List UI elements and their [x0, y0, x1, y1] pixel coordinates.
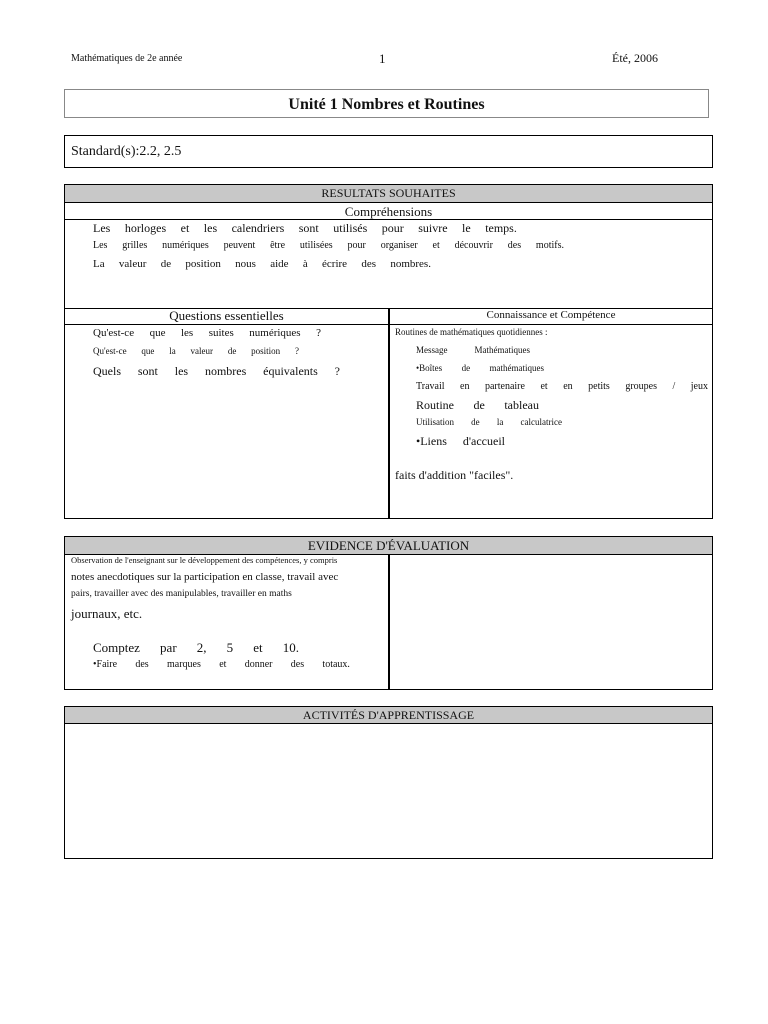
evidence-notes: notes anecdotiques sur la participation en classe, travail avec — [71, 571, 339, 583]
divider — [65, 723, 712, 724]
title-box — [64, 89, 709, 118]
standards-text: Standard(s):2.2, 2.5 — [71, 144, 182, 159]
routine-item: Routine de tableau — [416, 398, 539, 412]
evidence-heading: EVIDENCE D'ÉVALUATION — [65, 537, 712, 554]
header-date: Été, 2006 — [612, 51, 658, 65]
evidence-observation: Observation de l'enseignant sur le développement des compétences, y compris — [71, 555, 338, 565]
comprehension-line-2: Les grilles numériques peuvent être utilisées pour organiser et découvrir des motifs. — [93, 240, 564, 251]
resultats-heading: RESULTATS SOUHAITES — [65, 185, 712, 202]
connaissance-heading: Connaissance et Compétence — [486, 309, 616, 321]
activites-section — [64, 706, 713, 859]
column-divider — [388, 308, 390, 519]
activites-heading: ACTIVITÉS D'APPRENTISSAGE — [65, 707, 712, 723]
question-line-3: Quels sont les nombres équivalents ? — [93, 364, 340, 378]
comprehension-line-1: Les horloges et les calendriers sont utilisés pour suivre le temps. — [93, 221, 517, 235]
standards-box — [64, 135, 713, 168]
header-course: Mathématiques de 2e année — [71, 53, 183, 64]
comprehensions-heading: Compréhensions — [344, 204, 433, 219]
routine-item: •Liens d'accueil — [416, 434, 505, 448]
faits-addition-text: faits d'addition "faciles". — [395, 468, 514, 482]
comprehension-line-3: La valeur de position nous aide à écrire des nombres. — [93, 258, 431, 270]
question-line-1: Qu'est-ce que les suites numériques ? — [93, 327, 321, 339]
divider — [65, 324, 712, 325]
question-line-2: Qu'est-ce que la valeur de position ? — [93, 346, 299, 356]
routine-item: Utilisation de la calculatrice — [416, 417, 562, 427]
routines-intro: Routines de mathématiques quotidiennes : — [395, 327, 548, 337]
evidence-pairs: pairs, travailler avec des manipulables, travailler en maths — [71, 589, 292, 599]
page-title: Unité 1 Nombres et Routines — [288, 96, 485, 113]
comptez-line: Comptez par 2, 5 et 10. — [93, 640, 299, 655]
routine-item: •Boîtes de mathématiques — [416, 363, 544, 373]
column-divider — [388, 554, 390, 690]
divider — [65, 219, 712, 220]
routine-item: Travail en partenaire et en petits groupes / jeux — [416, 381, 708, 392]
header-page-number: 1 — [379, 51, 386, 66]
marques-line: •Faire des marques et donner des totaux. — [93, 659, 350, 670]
evidence-journaux: journaux, etc. — [71, 606, 143, 621]
routine-item: Message Mathématiques — [416, 345, 530, 355]
questions-heading: Questions essentielles — [169, 308, 284, 323]
